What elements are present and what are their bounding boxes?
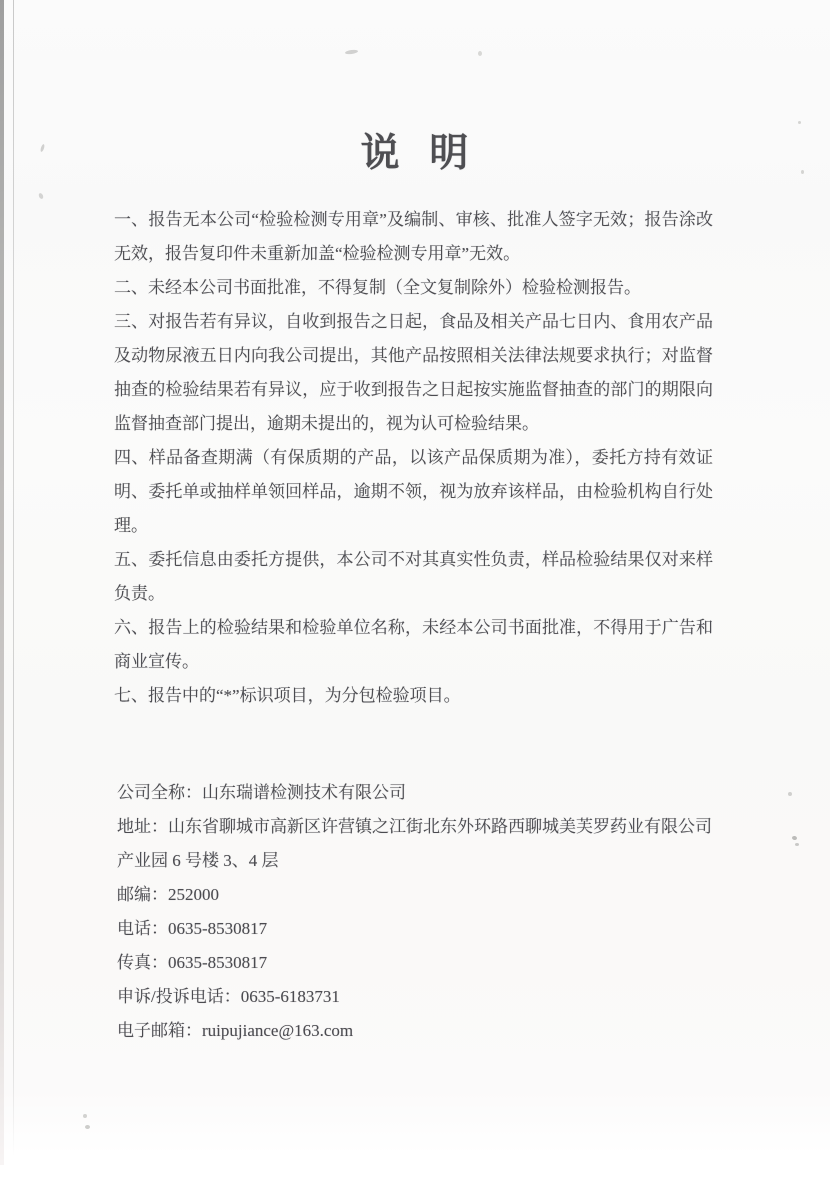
notice-item-5: 五、委托信息由委托方提供，本公司不对其真实性负责，样品检验结果仅对来样负责。 <box>114 550 713 603</box>
notice-item-6: 六、报告上的检验结果和检验单位名称，未经本公司书面批准，不得用于广告和商业宣传。 <box>114 618 713 671</box>
scan-speck <box>795 843 799 846</box>
scan-speck <box>83 1114 87 1118</box>
scan-speck <box>38 192 44 199</box>
scan-speck <box>85 1125 90 1129</box>
company-address-line-1: 地址：山东省聊城市高新区许营镇之江街北东外环路西聊城美芙罗药业有限公司 <box>117 817 712 836</box>
notice-item-7: 七、报告中的“*”标识项目，为分包检验项目。 <box>114 686 461 705</box>
notice-item-2: 二、未经本公司书面批准，不得复制（全文复制除外）检验检测报告。 <box>114 278 641 297</box>
page-title: 说 明 <box>360 132 470 175</box>
company-complaint-line: 申诉/投诉电话：0635-6183731 <box>117 987 340 1006</box>
scan-speck <box>798 121 801 124</box>
scan-speck <box>801 170 804 174</box>
company-name-line: 公司全称：山东瑞谱检测技术有限公司 <box>117 783 406 802</box>
scan-speck <box>788 792 792 796</box>
notice-item-3: 三、对报告若有异议，自收到报告之日起，食品及相关产品七日内、食用农产品及动物尿液五日内向我公司提出，其他产品按照相关法律法规要求执行；对监督抽查的检验结果若有异议，应于收到报告之日起按实施监督抽查的部门的期限向监督抽查部门提出，逾期未提出的，视为认可检验结果。 <box>114 312 713 433</box>
company-address-line-2: 产业园 6 号楼 3、4 层 <box>117 851 279 870</box>
company-phone-line: 电话：0635-8530817 <box>117 919 268 938</box>
scan-speck <box>792 836 798 841</box>
company-email-line: 电子邮箱：ruipujiance@163.com <box>117 1021 354 1040</box>
company-info <box>117 776 716 1048</box>
notice-item-4: 四、样品备查期满（有保质期的产品，以该产品保质期为准），委托方持有效证明、委托单或抽样单领回样品，逾期不领，视为放弃该样品，由检验机构自行处理。 <box>114 448 713 535</box>
scan-speck <box>345 49 358 55</box>
scan-speck <box>478 51 482 56</box>
notice-body <box>114 203 713 713</box>
company-postcode-line: 邮编：252000 <box>117 885 219 904</box>
notice-item-1: 一、报告无本公司“检验检测专用章”及编制、审核、批准人签字无效；报告涂改无效，报告复印件未重新加盖“检验检测专用章”无效。 <box>114 210 713 263</box>
company-fax-line: 传真：0635-8530817 <box>117 953 268 972</box>
